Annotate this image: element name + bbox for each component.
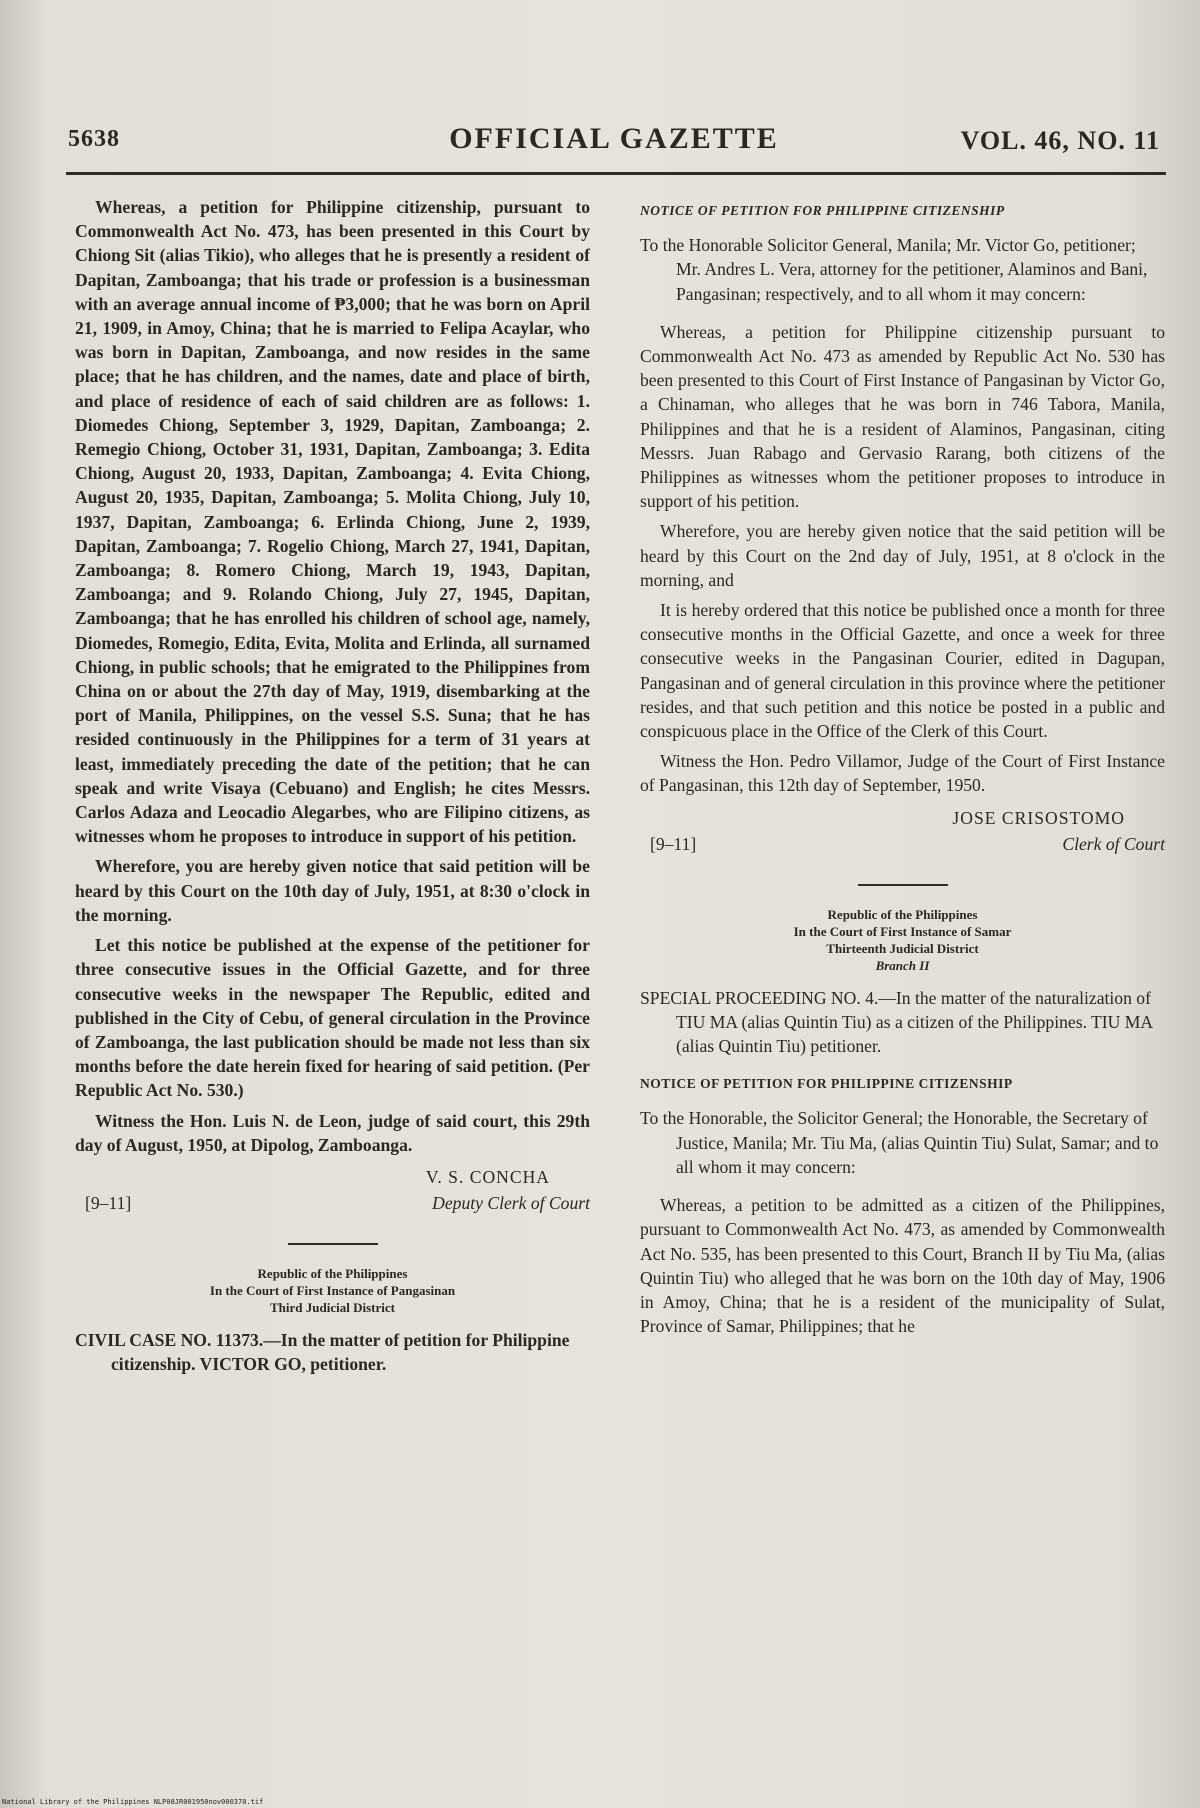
court-line: Republic of the Philippines: [827, 906, 978, 922]
signatory-name: V. S. CONCHA: [425, 1166, 550, 1187]
court-line: In the Court of First Instance of Samar: [793, 923, 1012, 939]
right-paragraph-1: Whereas, a petition for Philippine citizenship pursuant to Commonwealth Act No. 473 as amended by Republic Act No. 530 has been presented to this Court of First Instance of Pangasinan by Victor Go, a Chinaman, who alleges that he was born in 746 Tabora, Manila, Philippines and that he is a resident of Alaminos, Pangasinan, citing Messrs. Juan Rabago and Gervasio Rarang, both citizens of the Philippines as witnesses whom the petitioner proposes to introduce in support of his petition.: [640, 321, 1165, 512]
left-paragraph-4: Witness the Hon. Luis N. de Leon, judge of said court, this 29th day of August, 1950, at Dipolog, Zamboanga.: [75, 1110, 590, 1155]
notice-address: To the Honorable Solicitor General, Manila; Mr. Victor Go, petitioner; Mr. Andres L. Vera, attorney for the petitioner, Alaminos and Bani, Pangasinan; respectively, and to all whom it may concern:: [640, 235, 1148, 304]
court-line: Third Judicial District: [270, 1299, 395, 1315]
signatory-role: Deputy Clerk of Court: [432, 1192, 590, 1213]
right-paragraph-2: Wherefore, you are hereby given notice that the said petition will be heard by this Court on the 2nd day of July, 1951, at 8 o'clock in the morning, and: [640, 521, 1165, 590]
court-heading: [640, 906, 1165, 974]
signatory-role: Clerk of Court: [1062, 833, 1165, 854]
notice-title: NOTICE OF PETITION FOR PHILIPPINE CITIZENSHIP: [640, 1076, 1013, 1092]
right-paragraph-5: Whereas, a petition to be admitted as a citizen of the Philippines, pursuant to Commonwealth Act No. 473, as amended by Commonwealth Act No. 535, has been presented to this Court, Branch II by Tiu Ma, (alias Quintin Tiu) who alleged that he was born on the 10th day of May, 1906 in Amoy, China; that he is a resident of the municipality of Sulat, Province of Samar, Philippines; that he: [640, 1195, 1165, 1337]
case-line: SPECIAL PROCEEDING NO. 4.—In the matter of the naturalization of TIU MA (alias Quintin Tiu) as a citizen of the Philippines. TIU MA (alias Quintin Tiu) petitioner.: [640, 987, 1153, 1057]
right-paragraph-3: It is hereby ordered that this notice be published once a month for three consecutive months in the Official Gazette, and once a week for three consecutive weeks in the Pangasinan Courier, edited in Dagupan, Pangasinan and of general circulation in this province where the petitioner resides, and that such petition and this notice be posted in a public and conspicuous place in the Office of the Clerk of this Court.: [640, 600, 1165, 742]
left-paragraph-1: Whereas, a petition for Philippine citizenship, pursuant to Commonwealth Act No. 473, has been presented in this Court by Chiong Sit (alias Tikio), who alleges that he is presently a resident of Dapitan, Zamboanga; that his trade or profession is a businessman with an average annual income of ₱3,000; that he was born on April 21, 1909, in Amoy, China; that he is married to Felipa Acaylar, who was born in Dapitan, Zamboanga, and now resides in the same place; that he has children, and the names, date and place of birth, and place of residence of each of said children are as follows: 1. Diomedes Chiong, September 3, 1929, Dapitan, Zamboanga; 2. Remegio Chiong, October 31, 1931, Dapitan, Zamboanga; 3. Edita Chiong, August 20, 1933, Dapitan, Zamboanga; 4. Evita Chiong, August 20, 1935, Dapitan, Zamboanga; 5. Molita Chiong, July 10, 1937, Dapitan, Zamboanga; 6. Erlinda Chiong, June 2, 1939, Dapitan, Zamboanga; 7. Rogelio Chiong, March 27, 1941, Dapitan, Zamboanga; 8. Romero Chiong, March 19, 1943, Dapitan, Zamboanga; and 9. Rolando Chiong, July 27, 1945, Dapitan, Zamboanga; that he has enrolled his children of school age, namely, Diomedes, Romegio, Edita, Evita, Molita and Erlinda, all surnamed Chiong, in public schools; that he emigrated to the Philippines from China on or about the 27th day of May, 1919, disembarking at the port of Manila, Philippines, on the vessel S.S. Suna; that he has resided continuously in the Philippines for a term of 31 years at least, immediately preceding the date of the petition; that he can speak and write Visaya (Cebuano) and English; he cites Messrs. Carlos Adaza and Leocadio Alegarbes, who are Filipino citizens, as witnesses whom he proposes to introduce in support of his petition.: [75, 197, 590, 847]
left-column: [75, 195, 590, 1390]
case-line: CIVIL CASE NO. 11373.—In the matter of petition for Philippine citizenship. VICTOR GO, petitioner.: [75, 1329, 570, 1375]
notice-address: To the Honorable, the Solicitor General; the Honorable, the Secretary of Justice, Manila; Mr. Tiu Ma, (alias Quintin Tiu) Sulat, Samar; and to all whom it may concern:: [640, 1108, 1159, 1177]
issue-code: [9–11]: [650, 833, 697, 854]
right-paragraph-4: Witness the Hon. Pedro Villamor, Judge of the Court of First Instance of Pangasinan, this 12th day of September, 1950.: [640, 751, 1165, 796]
court-line: Thirteenth Judicial District: [826, 940, 979, 956]
court-line: Republic of the Philippines: [257, 1265, 408, 1281]
left-paragraph-2: Wherefore, you are hereby given notice that said petition will be heard by this Court on the 10th day of July, 1951, at 8:30 o'clock in the morning.: [75, 856, 590, 925]
page-header: [68, 122, 1160, 162]
notice-title: NOTICE OF PETITION FOR PHILIPPINE CITIZENSHIP: [640, 203, 1005, 218]
publication-title: OFFICIAL GAZETTE: [449, 122, 779, 155]
issue-code: [9–11]: [85, 1192, 132, 1213]
court-heading: [75, 1265, 590, 1316]
right-column: [640, 195, 1165, 1344]
scan-footer: National Library of the Philippines NLP08JR001950nov000370.tif: [2, 1798, 264, 1806]
signatory-name: JOSE CRISOSTOMO: [952, 807, 1125, 828]
section-divider: [288, 1243, 378, 1245]
court-branch: Branch II: [875, 957, 930, 973]
left-signature: [75, 1165, 590, 1221]
page-number: 5638: [68, 126, 120, 152]
header-rule: [66, 172, 1166, 175]
right-signature: [640, 806, 1165, 862]
left-paragraph-3: Let this notice be published at the expense of the petitioner for three consecutive issues in the Official Gazette, and for three consecutive weeks in the newspaper The Republic, edited and published in the City of Cebu, of general circulation in the Province of Zamboanga, the last publication should be made not less than six months before the date herein fixed for hearing of said petition. (Per Republic Act No. 530.): [75, 935, 590, 1101]
volume-number: VOL. 46, NO. 11: [960, 126, 1160, 155]
court-line: In the Court of First Instance of Pangasinan: [209, 1282, 456, 1298]
section-divider: [858, 884, 948, 886]
